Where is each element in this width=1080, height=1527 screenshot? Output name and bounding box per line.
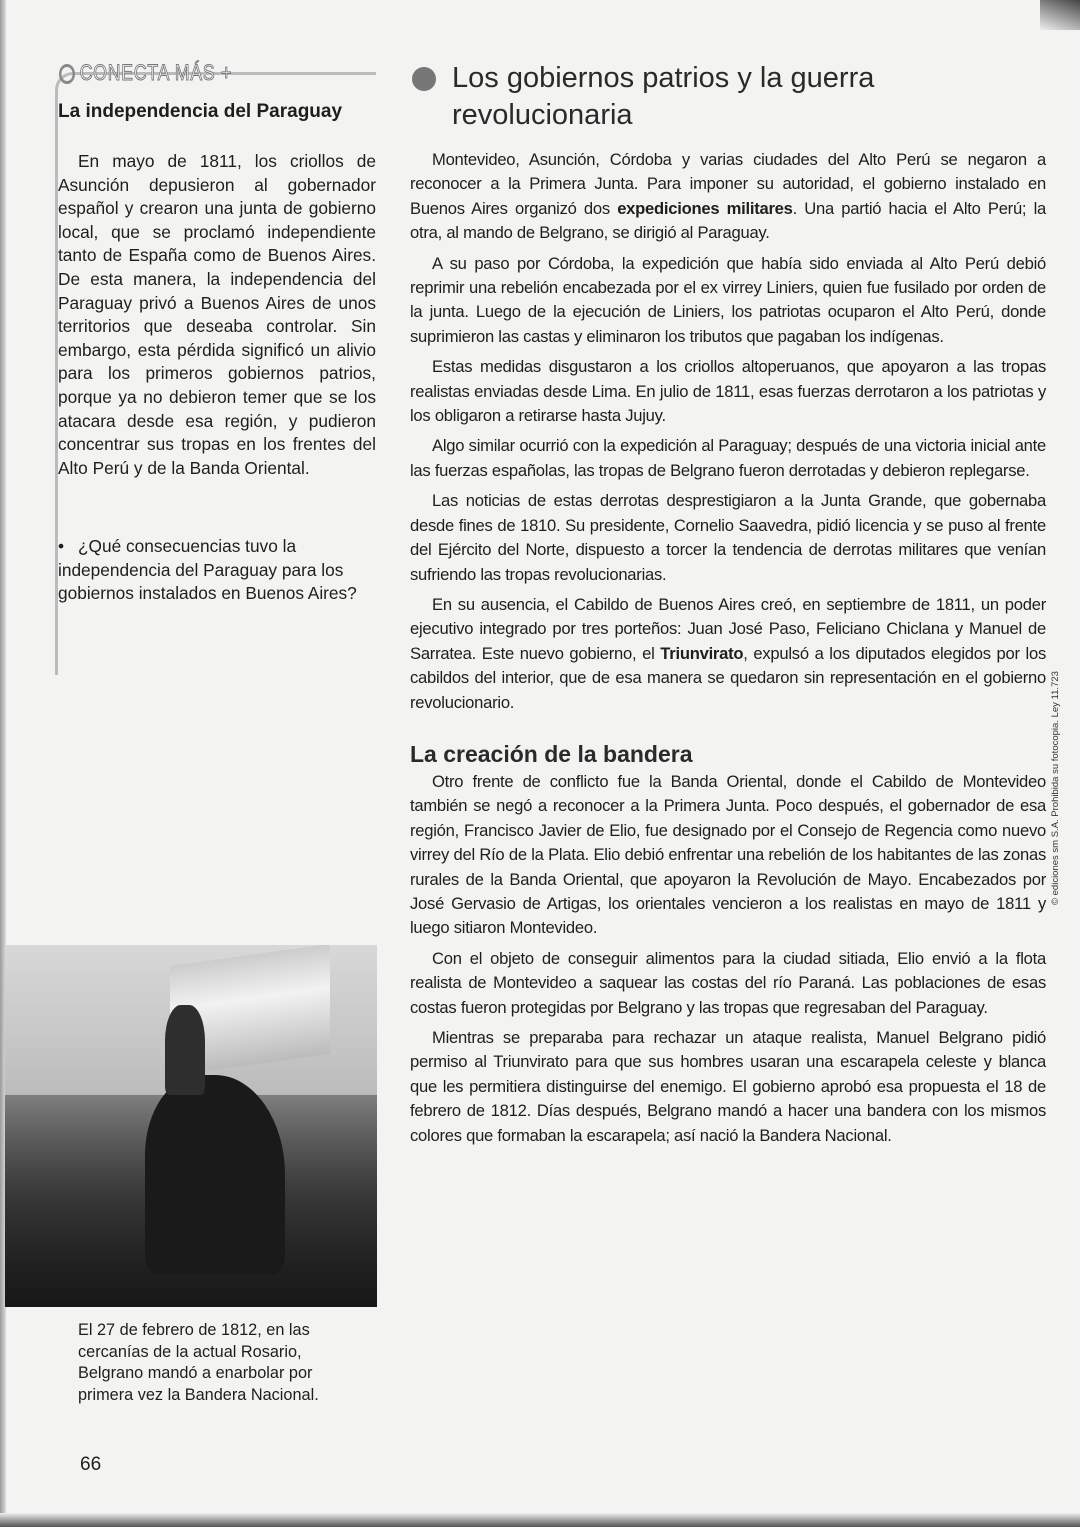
paragraph: Con el objeto de conseguir alimentos para la ciudad sitiada, Elio envió a la flota realista de Montevideo a saquear las costas del río Paraná. Las poblaciones de esas costas fueron protegidas por Belgrano y las tropas que regresaban del Paraguay. [410,948,1046,1017]
rider-shape [165,1005,205,1095]
paragraph: Mientras se preparaba para rechazar un ataque realista, Manuel Belgrano pidió permiso al Triunvirato para que sus hombres usaran una escarapela celeste y blanca que les permitiera distinguirse del enemigo. El gobierno aprobó esa propuesta el 18 de febrero de 1812. Días después, Belgrano mandó a hacer una bandera con los mismos colores que formaban la escarapela; así nació la Bandera Nacional. [410,1028,1046,1145]
conecta-mas-tab [59,60,232,86]
paragraph: Las noticias de estas derrotas desprestigiaron a la Junta Grande, que gobernaba desde fines de 1810. Su presidente, Cornelio Saavedra, pidió licencia y se puso al frente del Ejército del Norte, dispuesto a torcer la tendencia de derrotas militares que venían sufriendo las tropas revolucionarias. [410,491,1046,584]
bold-term: expediciones militares [617,198,793,218]
conecta-icon [59,64,75,84]
bullet-icon: • [58,536,65,556]
main-column [410,60,1046,1154]
bold-term: Triunvirato [660,643,744,663]
paragraph: Otro frente de conflicto fue la Banda Oriental, donde el Cabildo de Montevideo también se negó a reconocer a la Primera Junta. Poco después, el gobernador de esa región, Francisco Javier de Elio, fue designado por el Consejo de Regencia como nuevo virrey del Río de la Plata. Elio debió enfrentar una rebelión de los habitantes de las zonas rurales de la Banda Oriental, que apoyaron la Revolución de Mayo. Encabezados por José Gervasio de Artigas, los orientales vencieron a los realistas en mayo de 1811 y luego sitiaron Montevideo. [410,771,1046,938]
horse-shape [145,1075,285,1275]
text: , expulsó a los diputados elegidos por los cabildos del interior, que de esa manera se quedaron sin representación en el gobierno revolucionario. [410,643,1046,712]
section-bullet-icon [412,67,436,91]
section-title [410,60,1046,134]
text: En su ausencia, el Cabildo de Buenos Aires creó, en septiembre de 1811, un poder ejecutivo integrado por tres porteños: Juan José Paso, Feliciano Chiclana y Manuel de Sarratea. Este nuevo gobierno, el [410,594,1046,663]
paragraph [410,593,1046,715]
figure-caption: El 27 de febrero de 1812, en las cercanías de la actual Rosario, Belgrano mandó a enarbolar por primera vez la Bandera Nacional. [78,1321,319,1404]
scan-bottom-edge [0,1513,1080,1527]
paragraph: A su paso por Córdoba, la expedición que había sido enviada al Alto Perú debió reprimir una rebelión encabezada por el ex virrey Liniers, quien fue fusilado por orden de la junta. Luego de la ejecución de Liniers, los patriotas ocuparon el Alto Perú, donde suprimieron las castas y eliminaron los tributos que pagaban los indígenas. [410,253,1046,346]
question-text: ¿Qué consecuencias tuvo la independencia del Paraguay para los gobiernos instalados en Buenos Aires? [58,536,357,604]
copyright-notice: © ediciones sm S.A. Prohibida su fotocopia. Ley 11.723 [1050,671,1061,905]
belgrano-flag-painting [5,945,377,1307]
section-title-text: Los gobiernos patrios y la guerra revolucionaria [452,62,875,131]
subsection-title: La creación de la bandera [410,740,693,767]
text: Montevideo, Asunción, Córdoba y varias ciudades del Alto Perú se negaron a reconocer a la Primera Junta. Para imponer su autoridad, el gobierno instalado en Buenos Aires organizó dos [410,150,1046,218]
box-question [58,535,376,606]
conecta-mas-box [55,52,377,662]
scan-corner [1040,0,1080,30]
paragraph [410,148,1046,246]
box-title: La independencia del Paraguay [58,101,343,122]
paragraph: Estas medidas disgustaron a los criollos altoperuanos, que apoyaron a las tropas realistas enviadas desde Lima. En julio de 1811, esas fuerzas derrotaron a los patriotas y los obligaron a retirarse hasta Jujuy. [410,357,1046,426]
box-body: En mayo de 1811, los criollos de Asunción depusieron al gobernador español y crearon una junta de gobierno local, que se proclamó independiente tanto de España como de Buenos Aires. De esta manera, la independencia del Paraguay privó a Buenos Aires de unos territorios que deseaba controlar. Sin embargo, esta pérdida significó un alivio para los primeros gobiernos patrios, porque ya no debieron temer que se los atacara desde esa región, y pudieron concentrar sus tropas en los frentes del Alto Perú y de la Banda Oriental. [58,151,376,478]
paragraph: Algo similar ocurrió con la expedición al Paraguay; después de una victoria inicial ante las fuerzas españolas, las tropas de Belgrano fueron derrotadas y debieron replegarse. [410,436,1046,480]
tab-label: CONECTA MÁS + [79,60,233,85]
text: . Una partió hacia el Alto Perú; la otra, al mando de Belgrano, se dirigió al Paraguay. [410,198,1046,243]
page-number: 66 [80,1454,102,1475]
